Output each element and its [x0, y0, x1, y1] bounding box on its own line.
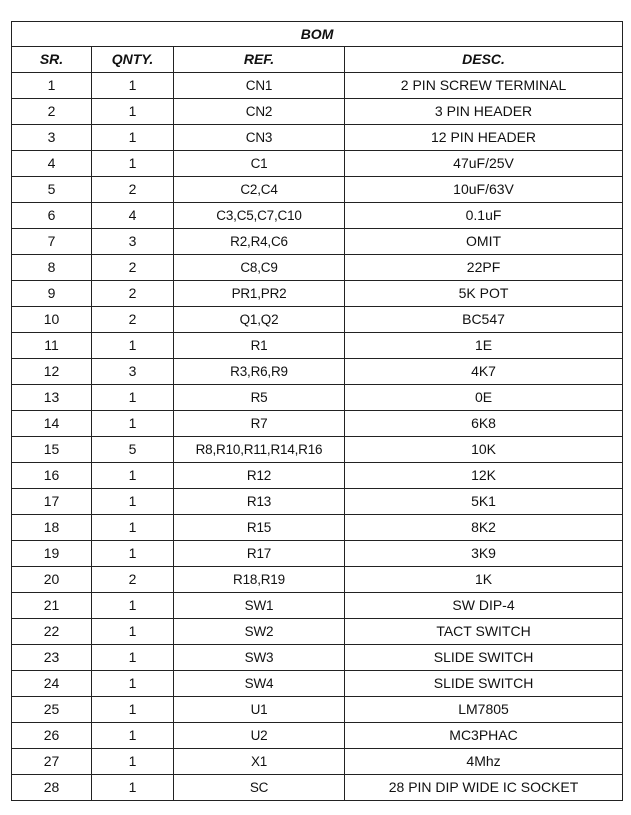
cell-sr: 4: [12, 151, 92, 177]
table-row: [12, 73, 623, 99]
cell-desc: 4Mhz: [345, 749, 623, 775]
table-row: [12, 775, 623, 801]
cell-ref: R18,R19: [174, 567, 345, 593]
cell-desc: 22PF: [345, 255, 623, 281]
table-row: [12, 437, 623, 463]
cell-sr: 21: [12, 593, 92, 619]
cell-sr: 20: [12, 567, 92, 593]
cell-ref: SW3: [174, 645, 345, 671]
table-row: [12, 723, 623, 749]
cell-desc: OMIT: [345, 229, 623, 255]
cell-qnty: 1: [92, 489, 174, 515]
cell-ref: CN1: [174, 73, 345, 99]
cell-desc: 3 PIN HEADER: [345, 99, 623, 125]
cell-qnty: 1: [92, 515, 174, 541]
cell-qnty: 2: [92, 255, 174, 281]
table-row: [12, 515, 623, 541]
table-row: [12, 671, 623, 697]
cell-qnty: 1: [92, 697, 174, 723]
table-row: [12, 411, 623, 437]
cell-ref: U1: [174, 697, 345, 723]
table-row: [12, 697, 623, 723]
cell-ref: R3,R6,R9: [174, 359, 345, 385]
cell-ref: R15: [174, 515, 345, 541]
cell-sr: 9: [12, 281, 92, 307]
header-ref: REF.: [174, 47, 345, 73]
cell-desc: MC3PHAC: [345, 723, 623, 749]
cell-sr: 19: [12, 541, 92, 567]
table-row: [12, 463, 623, 489]
cell-qnty: 1: [92, 593, 174, 619]
cell-ref: SW2: [174, 619, 345, 645]
cell-ref: SW1: [174, 593, 345, 619]
cell-desc: 8K2: [345, 515, 623, 541]
cell-ref: R13: [174, 489, 345, 515]
cell-sr: 17: [12, 489, 92, 515]
header-desc: DESC.: [345, 47, 623, 73]
cell-ref: R5: [174, 385, 345, 411]
cell-sr: 13: [12, 385, 92, 411]
cell-sr: 2: [12, 99, 92, 125]
cell-sr: 18: [12, 515, 92, 541]
cell-sr: 25: [12, 697, 92, 723]
cell-ref: R7: [174, 411, 345, 437]
cell-qnty: 1: [92, 333, 174, 359]
cell-desc: 3K9: [345, 541, 623, 567]
cell-ref: R12: [174, 463, 345, 489]
cell-ref: C1: [174, 151, 345, 177]
table-row: [12, 619, 623, 645]
cell-desc: LM7805: [345, 697, 623, 723]
cell-sr: 15: [12, 437, 92, 463]
cell-qnty: 1: [92, 541, 174, 567]
cell-sr: 10: [12, 307, 92, 333]
cell-qnty: 1: [92, 99, 174, 125]
cell-ref: X1: [174, 749, 345, 775]
cell-desc: 1K: [345, 567, 623, 593]
cell-qnty: 3: [92, 229, 174, 255]
cell-qnty: 3: [92, 359, 174, 385]
cell-sr: 8: [12, 255, 92, 281]
cell-desc: 12K: [345, 463, 623, 489]
table-row: [12, 99, 623, 125]
table-row: [12, 645, 623, 671]
cell-qnty: 1: [92, 723, 174, 749]
cell-ref: C8,C9: [174, 255, 345, 281]
cell-sr: 27: [12, 749, 92, 775]
cell-ref: R17: [174, 541, 345, 567]
header-sr: SR.: [12, 47, 92, 73]
cell-ref: CN3: [174, 125, 345, 151]
cell-desc: 5K POT: [345, 281, 623, 307]
table-row: [12, 489, 623, 515]
cell-desc: SLIDE SWITCH: [345, 671, 623, 697]
cell-sr: 26: [12, 723, 92, 749]
table-title: BOM: [12, 22, 623, 47]
cell-desc: SLIDE SWITCH: [345, 645, 623, 671]
cell-ref: Q1,Q2: [174, 307, 345, 333]
table-row: [12, 281, 623, 307]
cell-qnty: 2: [92, 177, 174, 203]
cell-ref: R2,R4,C6: [174, 229, 345, 255]
cell-ref: CN2: [174, 99, 345, 125]
cell-ref: U2: [174, 723, 345, 749]
cell-desc: 6K8: [345, 411, 623, 437]
cell-desc: 10K: [345, 437, 623, 463]
table-row: [12, 307, 623, 333]
table-row: [12, 541, 623, 567]
cell-desc: SW DIP-4: [345, 593, 623, 619]
cell-qnty: 1: [92, 619, 174, 645]
cell-qnty: 1: [92, 73, 174, 99]
table-row: [12, 151, 623, 177]
cell-sr: 7: [12, 229, 92, 255]
cell-sr: 23: [12, 645, 92, 671]
cell-desc: 0E: [345, 385, 623, 411]
cell-qnty: 1: [92, 671, 174, 697]
cell-desc: 10uF/63V: [345, 177, 623, 203]
table-row: [12, 359, 623, 385]
cell-desc: 47uF/25V: [345, 151, 623, 177]
cell-sr: 5: [12, 177, 92, 203]
table-row: [12, 749, 623, 775]
cell-qnty: 5: [92, 437, 174, 463]
cell-desc: 28 PIN DIP WIDE IC SOCKET: [345, 775, 623, 801]
cell-sr: 3: [12, 125, 92, 151]
title-row: [12, 22, 623, 47]
table-row: [12, 593, 623, 619]
table-row: [12, 385, 623, 411]
cell-desc: TACT SWITCH: [345, 619, 623, 645]
cell-ref: PR1,PR2: [174, 281, 345, 307]
table-row: [12, 333, 623, 359]
cell-qnty: 1: [92, 463, 174, 489]
cell-ref: SC: [174, 775, 345, 801]
cell-sr: 1: [12, 73, 92, 99]
table-row: [12, 255, 623, 281]
cell-ref: C3,C5,C7,C10: [174, 203, 345, 229]
cell-qnty: 4: [92, 203, 174, 229]
cell-qnty: 1: [92, 775, 174, 801]
cell-qnty: 1: [92, 125, 174, 151]
table-row: [12, 125, 623, 151]
cell-qnty: 1: [92, 411, 174, 437]
cell-ref: SW4: [174, 671, 345, 697]
cell-ref: C2,C4: [174, 177, 345, 203]
cell-qnty: 2: [92, 567, 174, 593]
cell-qnty: 2: [92, 281, 174, 307]
bom-body: [12, 73, 623, 801]
cell-sr: 14: [12, 411, 92, 437]
cell-sr: 28: [12, 775, 92, 801]
table-row: [12, 177, 623, 203]
table-row: [12, 229, 623, 255]
cell-qnty: 1: [92, 151, 174, 177]
cell-sr: 24: [12, 671, 92, 697]
cell-sr: 6: [12, 203, 92, 229]
cell-sr: 12: [12, 359, 92, 385]
cell-qnty: 2: [92, 307, 174, 333]
cell-qnty: 1: [92, 385, 174, 411]
cell-sr: 16: [12, 463, 92, 489]
cell-desc: 4K7: [345, 359, 623, 385]
cell-desc: 1E: [345, 333, 623, 359]
cell-qnty: 1: [92, 645, 174, 671]
cell-desc: BC547: [345, 307, 623, 333]
cell-ref: R1: [174, 333, 345, 359]
cell-ref: R8,R10,R11,R14,R16: [174, 437, 345, 463]
cell-desc: 2 PIN SCREW TERMINAL: [345, 73, 623, 99]
header-qnty: QNTY.: [92, 47, 174, 73]
table-row: [12, 567, 623, 593]
cell-sr: 22: [12, 619, 92, 645]
table-row: [12, 203, 623, 229]
header-row: [12, 47, 623, 73]
cell-qnty: 1: [92, 749, 174, 775]
cell-desc: 5K1: [345, 489, 623, 515]
cell-sr: 11: [12, 333, 92, 359]
bom-table: [11, 21, 623, 801]
cell-desc: 12 PIN HEADER: [345, 125, 623, 151]
cell-desc: 0.1uF: [345, 203, 623, 229]
